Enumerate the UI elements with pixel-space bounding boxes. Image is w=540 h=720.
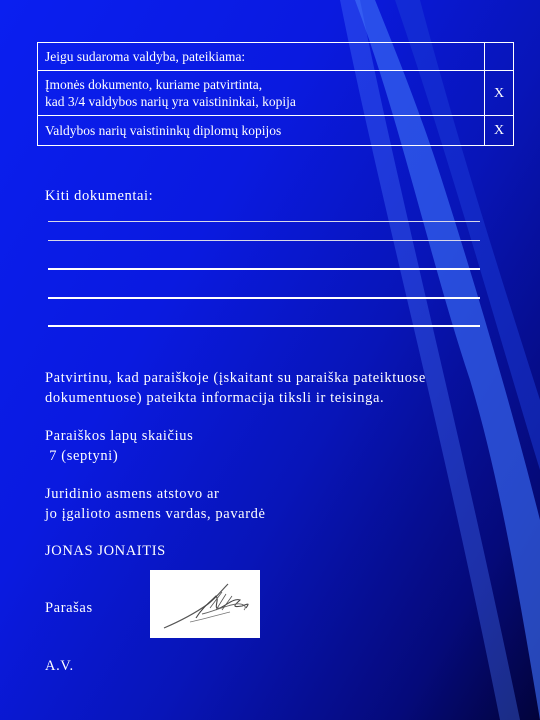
confirmation-statement: Patvirtinu, kad paraiškoje (įskaitant su paraiška pateiktuose dokumentuose) pateikta informacija tiksli ir teisinga.: [45, 370, 426, 406]
handwritten-signature: [150, 570, 260, 638]
blank-line: [48, 325, 480, 327]
stamp-label: A.V.: [45, 658, 74, 674]
table-row-label: Įmonės dokumento, kuriame patvirtinta, kad 3/4 valdybos narių yra vaistininkai, kopija: [38, 71, 485, 116]
representative-label: Juridinio asmens atstovo ar jo įgalioto asmens vardas, pavardė: [45, 486, 266, 522]
blank-line: [48, 221, 480, 222]
table-row-mark: X: [485, 71, 514, 116]
blank-line: [48, 268, 480, 270]
document-checklist-table: [37, 42, 514, 146]
blank-line: [48, 297, 480, 299]
other-documents-label: Kiti dokumentai:: [45, 188, 154, 204]
page-count-value: 7 (septyni): [45, 448, 119, 464]
signature-image: [150, 570, 260, 638]
table-row-mark: X: [485, 116, 514, 146]
table-header-mark-cell: [485, 43, 514, 71]
table-header-cell: Jeigu sudaroma valdyba, pateikiama:: [38, 43, 485, 71]
table-row: [38, 71, 514, 116]
representative-name: JONAS JONAITIS: [45, 543, 166, 559]
blank-line: [48, 240, 480, 241]
page-count-label: Paraiškos lapų skaičius: [45, 428, 194, 444]
table-header-row: [38, 43, 514, 71]
table-row-label: Valdybos narių vaistininkų diplomų kopijos: [38, 116, 485, 146]
table-row: [38, 116, 514, 146]
signature-label: Parašas: [45, 600, 93, 616]
